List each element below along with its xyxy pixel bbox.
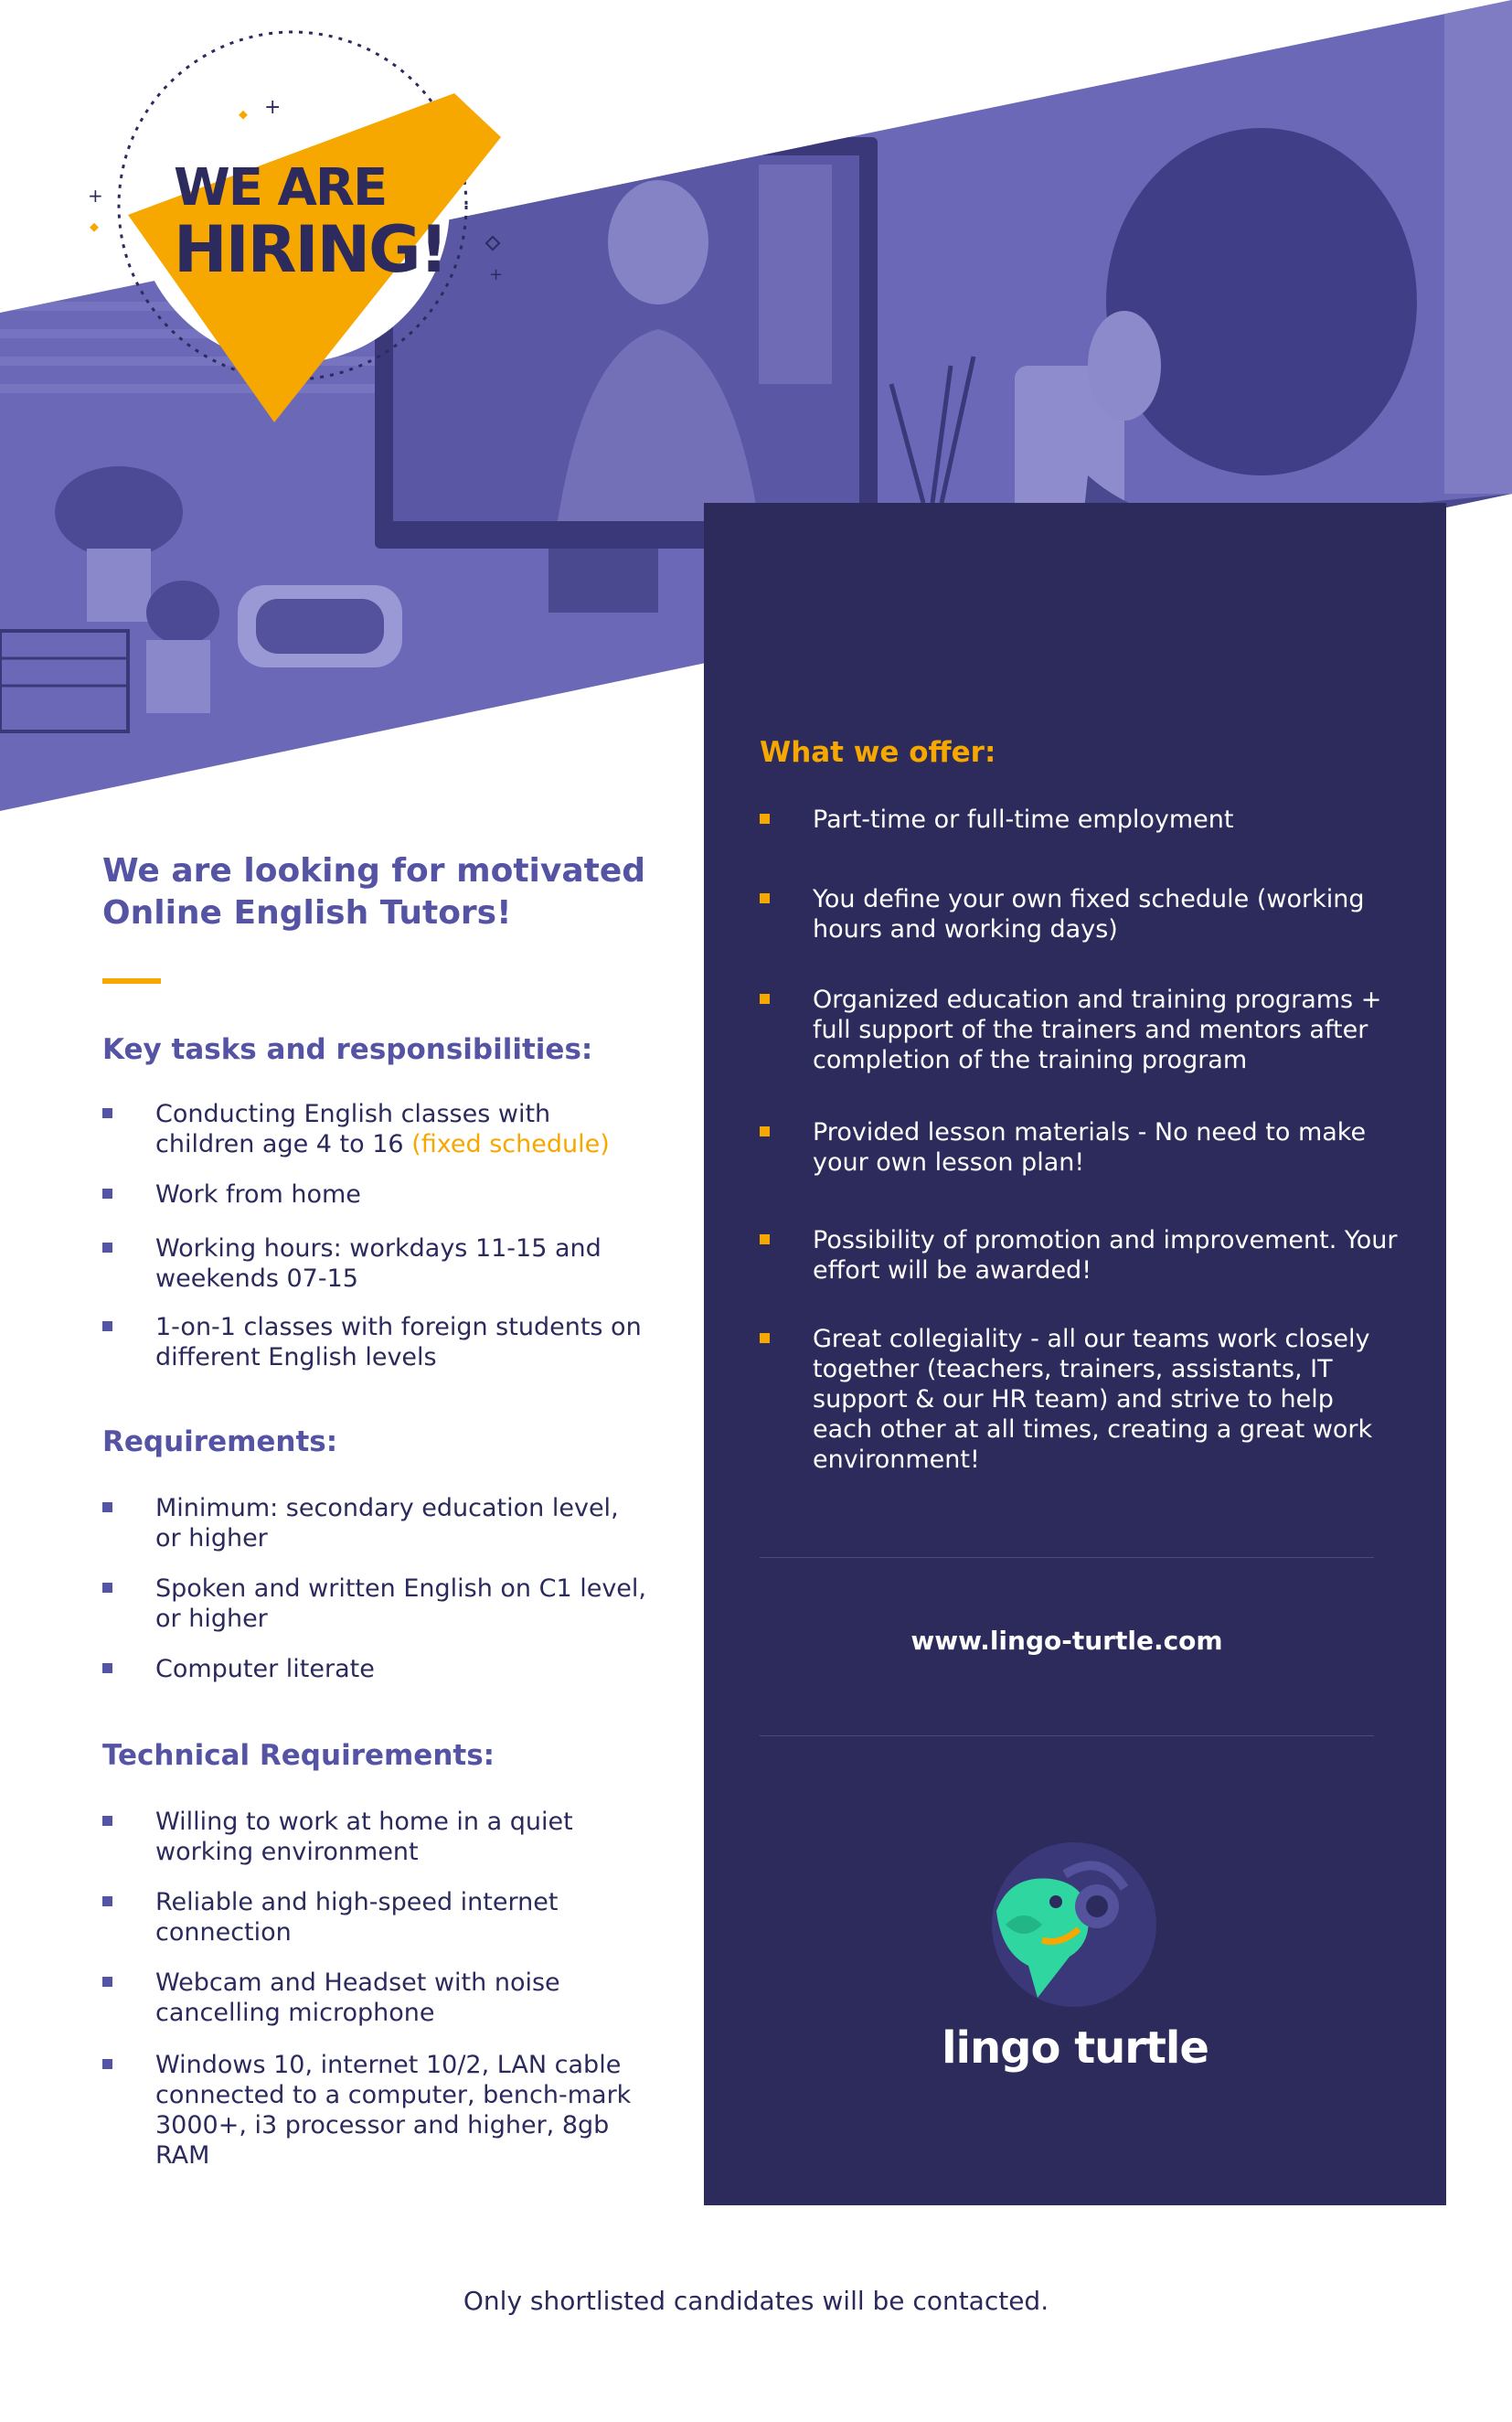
bullet-square-icon: [102, 1108, 112, 1118]
list-item: [102, 1574, 651, 1634]
bullet-square-icon: [760, 1234, 770, 1244]
list-item-text: Reliable and high-speed internet connection: [155, 1888, 559, 1947]
technical-title: Technical Requirements:: [102, 1739, 495, 1772]
list-item-text: Spoken and written English on C1 level, or higher: [155, 1574, 647, 1633]
badge-line-2: HIRING!: [174, 212, 447, 287]
bullet-square-icon: [102, 1321, 112, 1331]
list-item: [102, 1312, 651, 1372]
logo-wordmark: lingo turtle: [942, 2022, 1209, 2074]
list-item: [760, 884, 1400, 944]
list-item-text: Possibility of promotion and improvement. Your effort will be awarded!: [813, 1226, 1398, 1285]
bullet-square-icon: [760, 994, 770, 1004]
list-item-highlight: (fixed schedule): [411, 1130, 610, 1158]
bullet-square-icon: [102, 1896, 112, 1906]
key-tasks-title: Key tasks and responsibilities:: [102, 1033, 593, 1066]
list-item: [760, 1225, 1400, 1286]
list-item: [760, 1324, 1400, 1475]
bullet-square-icon: [102, 1977, 112, 1987]
turtle-headset-icon: [987, 1838, 1161, 2030]
list-item-text: Provided lesson materials - No need to make your own lesson plan!: [813, 1118, 1367, 1177]
list-item-text: Windows 10, internet 10/2, LAN cable connected to a computer, bench-mark 3000+, i3 processor and higher, 8gb RAM: [155, 2051, 632, 2170]
key-tasks-list: [102, 1099, 651, 1372]
list-item: [102, 1233, 651, 1294]
sparkle-plus-icon: +: [489, 265, 504, 284]
list-item-text: Organized education and training programs + full support of the trainers and mentors after completion of the training program: [813, 986, 1382, 1074]
list-item: [102, 1493, 651, 1553]
bullet-square-icon: [102, 1189, 112, 1199]
list-item-text: 1-on-1 classes with foreign students on different English levels: [155, 1313, 642, 1371]
divider-top: [760, 1557, 1374, 1558]
bullet-square-icon: [760, 1333, 770, 1343]
bullet-square-icon: [102, 1243, 112, 1253]
intro-headline: We are looking for motivated Online English Tutors!: [102, 852, 646, 932]
list-item: [760, 1117, 1400, 1178]
footer-note: Only shortlisted candidates will be contacted.: [463, 2286, 1049, 2316]
bullet-square-icon: [102, 1502, 112, 1512]
technical-list: [102, 1807, 651, 2171]
list-item: [760, 985, 1400, 1075]
list-item: [102, 1807, 651, 1867]
list-item: [102, 1968, 651, 2028]
offer-title: What we offer:: [760, 736, 996, 769]
requirements-list: [102, 1493, 651, 1684]
list-item-text: Conducting English classes with children age 4 to 16: [155, 1100, 551, 1158]
bullet-square-icon: [102, 1583, 112, 1593]
list-item: [102, 1654, 651, 1684]
website-link[interactable]: www.lingo-turtle.com: [910, 1626, 1223, 1656]
sparkle-plus-icon: +: [88, 185, 103, 207]
sparkle-plus-icon: +: [311, 343, 324, 360]
divider-bottom: [760, 1735, 1374, 1736]
list-item-text: Willing to work at home in a quiet working environment: [155, 1808, 573, 1866]
list-item-text: Minimum: secondary education level, or higher: [155, 1494, 619, 1552]
bullet-square-icon: [102, 2059, 112, 2069]
sparkle-diamond-icon: [90, 223, 99, 232]
list-item: [102, 2050, 651, 2171]
list-item-text: Webcam and Headset with noise cancelling microphone: [155, 1969, 560, 2027]
list-item-text: You define your own fixed schedule (working hours and working days): [813, 885, 1365, 944]
accent-divider: [102, 978, 161, 984]
list-item: [102, 1887, 651, 1947]
list-item-text: Part-time or full-time employment: [813, 806, 1234, 834]
hiring-badge-title: [174, 158, 447, 287]
requirements-title: Requirements:: [102, 1425, 338, 1458]
badge-line-1: WE ARE: [174, 158, 387, 218]
list-item-text: Great collegiality - all our teams work closely together (teachers, trainers, assistants, IT support & our HR team) and strive to help each other at all times, creating a great work environment!: [813, 1325, 1373, 1474]
list-item: [102, 1099, 651, 1159]
list-item: [760, 805, 1400, 835]
sparkle-plus-icon: +: [264, 96, 282, 119]
offer-list: [760, 805, 1400, 1475]
list-item-text: Working hours: workdays 11-15 and weekends 07-15: [155, 1234, 602, 1293]
bullet-square-icon: [102, 1816, 112, 1826]
bullet-square-icon: [760, 814, 770, 824]
list-item: [102, 1179, 651, 1210]
bullet-square-icon: [760, 893, 770, 903]
bullet-square-icon: [760, 1126, 770, 1136]
bullet-square-icon: [102, 1663, 112, 1673]
list-item-text: Work from home: [155, 1180, 361, 1209]
left-column: [102, 850, 651, 2171]
list-item-text: Computer literate: [155, 1655, 375, 1683]
